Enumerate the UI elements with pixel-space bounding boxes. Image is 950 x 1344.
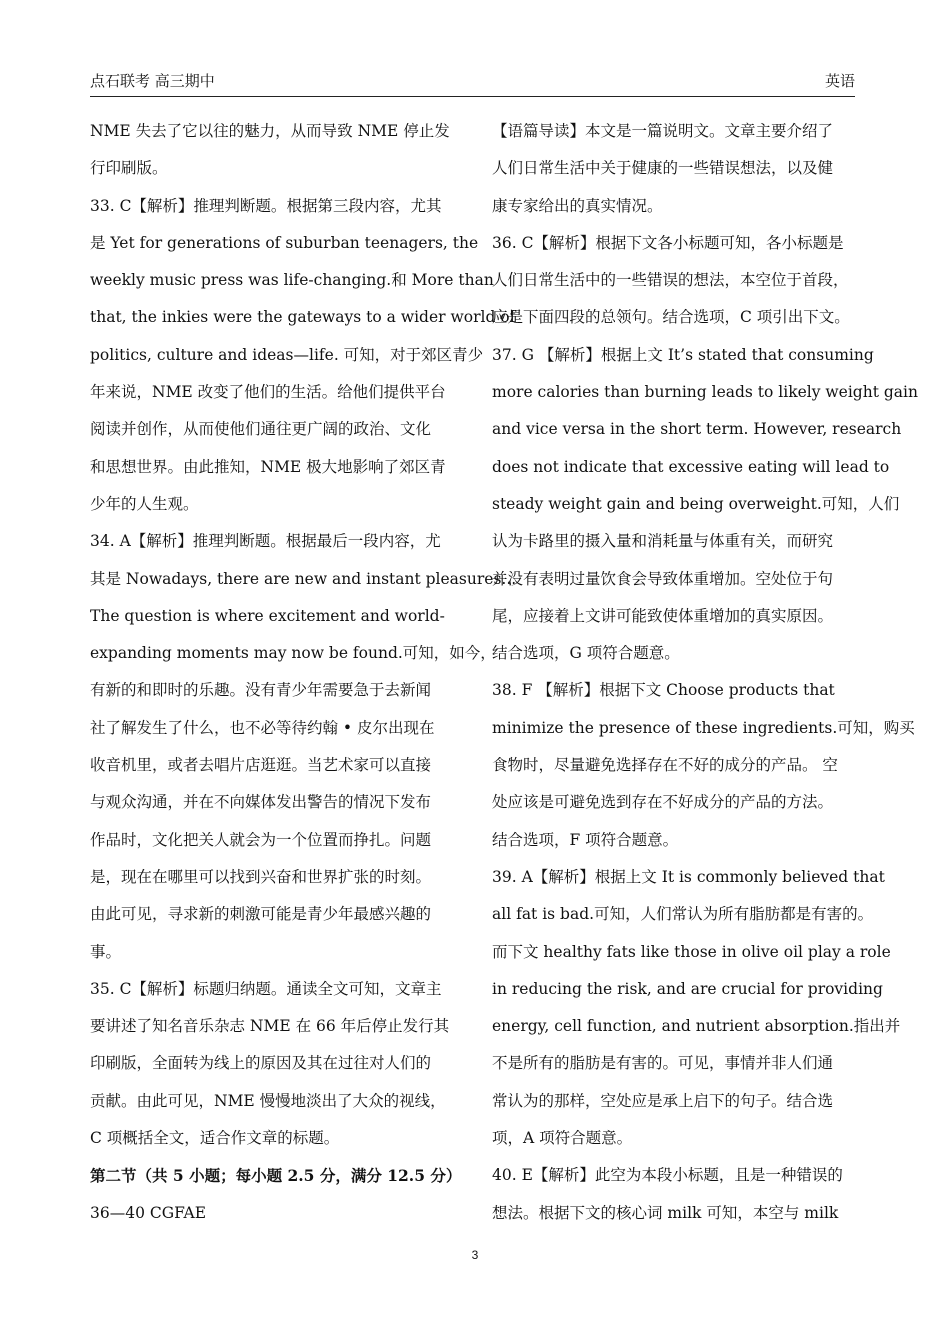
header-rule — [90, 96, 855, 97]
text-line: 有新的和即时的乐趣。没有青少年需要急于去新闻 — [90, 681, 432, 700]
text-line: C 项概括全文，适合作文章的标题。 — [90, 1129, 340, 1148]
text-line: expanding moments may now be found.可知，如今， — [90, 644, 496, 663]
text-line: 和思想世界。由此推知，NME 极大地影响了郊区青 — [90, 457, 446, 476]
text-line: 行印刷版。 — [90, 159, 168, 178]
right-column — [492, 113, 918, 1232]
text-line: 与观众沟通，并在不向媒体发出警告的情况下发布 — [90, 793, 432, 812]
text-line: 33. C【解析】推理判断题。根据第三段内容，尤其 — [90, 196, 442, 215]
text-line: 36. C【解析】根据下文各小标题可知，各小标题是 — [492, 233, 844, 252]
header-exam-title: 点石联考 高三期中 — [90, 72, 215, 90]
text-line: politics, culture and ideas—life. 可知，对于郊区青少 — [90, 345, 484, 364]
text-line: 不是所有的脂肪是有害的。可见，事情并非人们通 — [492, 1054, 834, 1073]
text-line: 人们日常生活中的一些错误的想法，本空位于首段， — [492, 271, 849, 290]
text-line: 社了解发生了什么，也不必等待约翰 • 皮尔出现在 — [90, 718, 435, 737]
text-line: that, the inkies were the gateways to a wider world of — [90, 308, 516, 327]
text-line: 38. F 【解析】根据下文 Choose products that — [492, 681, 835, 700]
header-subject: 英语 — [824, 72, 855, 90]
text-line: 应是下面四段的总领句。结合选项，C 项引出下文。 — [492, 308, 850, 327]
text-line: 并没有表明过量饮食会导致体重增加。空处位于句 — [492, 569, 834, 588]
text-line: 作品时，文化把关人就会为一个位置而挣扎。问题 — [90, 830, 432, 849]
text-line: steady weight gain and being overweight.可知，人们 — [492, 494, 900, 513]
text-line: 事。 — [90, 942, 122, 961]
text-line: 康专家给出的真实情况。 — [492, 196, 663, 215]
text-line: and vice versa in the short term. However, research — [492, 420, 902, 439]
text-line: minimize the presence of these ingredients.可知，购买 — [492, 718, 915, 737]
text-line: 40. E【解析】此空为本段小标题，且是一种错误的 — [492, 1166, 843, 1185]
text-line: energy, cell function, and nutrient absorption.指出并 — [492, 1017, 901, 1036]
text-line: 年来说，NME 改变了他们的生活。给他们提供平台 — [90, 383, 446, 402]
text-line: 34. A【解析】推理判断题。根据最后一段内容，尤 — [90, 532, 441, 551]
text-line: 收音机里，或者去唱片店逛逛。当艺术家可以直接 — [90, 756, 432, 775]
text-line: 36—40 CGFAE — [90, 1203, 207, 1222]
text-line: 而下文 healthy fats like those in olive oil play a role — [492, 942, 891, 961]
text-line: all fat is bad.可知，人们常认为所有脂肪都是有害的。 — [492, 905, 874, 924]
page-number: 3 — [471, 1248, 479, 1262]
text-line: The question is where excitement and world- — [90, 606, 445, 625]
text-line: 贡献。由此可见，NME 慢慢地淡出了大众的视线， — [90, 1091, 446, 1110]
text-line: 第二节（共 5 小题；每小题 2.5 分，满分 12.5 分） — [90, 1166, 462, 1186]
text-line: more calories than burning leads to likely weight gain — [492, 383, 918, 402]
text-line: 常认为的那样，空处应是承上启下的句子。结合选 — [492, 1091, 834, 1110]
text-line: 食物时，尽量避免选择存在不好的成分的产品。 空 — [492, 756, 838, 775]
text-line: 37. G 【解析】根据上文 It’s stated that consuming — [492, 345, 874, 364]
text-line: 是 Yet for generations of suburban teenagers, the — [90, 233, 479, 252]
text-line: 其是 Nowadays, there are new and instant pleasures... — [90, 569, 517, 588]
text-line: 认为卡路里的摄入量和消耗量与体重有关，而研究 — [492, 532, 834, 551]
text-line: NME 失去了它以往的魅力，从而导致 NME 停止发 — [90, 122, 450, 140]
text-line: 由此可见，寻求新的刺激可能是青少年最感兴趣的 — [90, 905, 432, 924]
text-line: 处应该是可避免选到存在不好成分的产品的方法。 — [492, 793, 834, 812]
text-line: weekly music press was life-changing.和 More than — [90, 271, 494, 290]
page-header — [90, 70, 855, 94]
text-line: 是，现在在哪里可以找到兴奋和世界扩张的时刻。 — [90, 867, 432, 886]
text-line: 项，A 项符合题意。 — [492, 1129, 633, 1148]
text-line: 要讲述了知名音乐杂志 NME 在 66 年后停止发行其 — [90, 1017, 450, 1036]
text-line: 少年的人生观。 — [90, 494, 199, 513]
text-line: 结合选项，G 项符合题意。 — [492, 644, 680, 663]
text-line: 想法。根据下文的核心词 milk 可知，本空与 milk — [492, 1203, 839, 1222]
text-line: 【语篇导读】本文是一篇说明文。文章主要介绍了 — [492, 122, 834, 140]
text-line: 39. A【解析】根据上文 It is commonly believed that — [492, 867, 885, 886]
text-line: 结合选项，F 项符合题意。 — [492, 830, 679, 849]
text-line: 人们日常生活中关于健康的一些错误想法，以及健 — [492, 159, 834, 178]
text-line: in reducing the risk, and are crucial for providing — [492, 979, 883, 998]
text-line: 阅读并创作，从而使他们通往更广阔的政治、文化 — [90, 420, 432, 439]
text-line: does not indicate that excessive eating will lead to — [492, 457, 890, 476]
text-line: 35. C【解析】标题归纳题。通读全文可知，文章主 — [90, 979, 442, 998]
text-line: 印刷版，全面转为线上的原因及其在过往对人们的 — [90, 1054, 432, 1073]
left-column — [90, 113, 517, 1232]
text-line: 尾，应接着上文讲可能致使体重增加的真实原因。 — [492, 606, 834, 625]
